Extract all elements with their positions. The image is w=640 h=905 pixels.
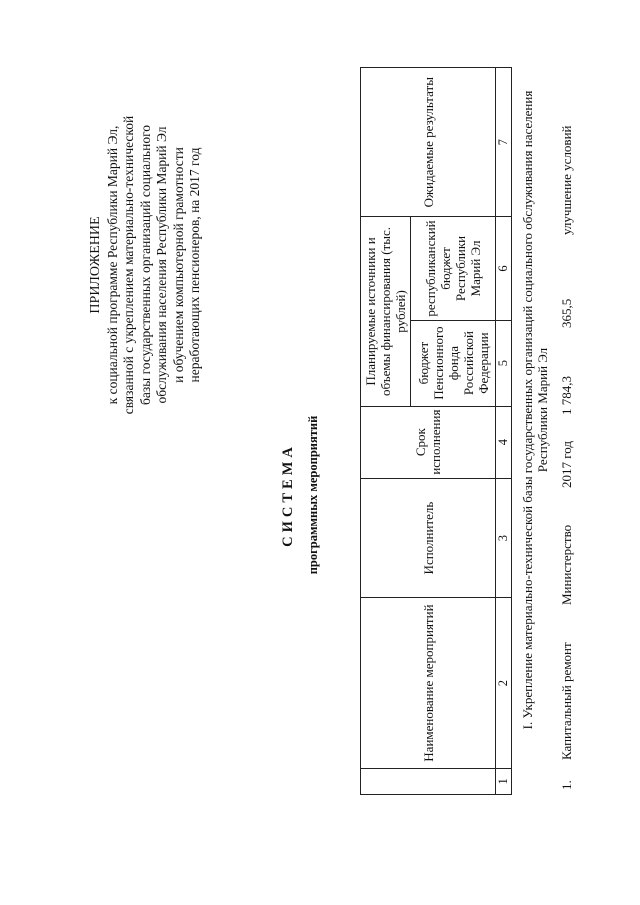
column-number: 5 (496, 320, 512, 406)
appendix-line: обслуживания населения Республики Марий Эл (154, 126, 169, 404)
appendix-line: базы государственных организаций социального (137, 124, 153, 406)
section-heading-line: Республики Марий Эл (535, 347, 550, 473)
row-term: 2017 год (559, 441, 574, 488)
header-cell-results: Ожидаемые результаты (361, 68, 496, 217)
header-cell-name: Наименование мероприятий (361, 598, 496, 768)
header-cell-index (361, 768, 496, 794)
program-table (360, 67, 512, 795)
column-number: 6 (496, 217, 512, 320)
appendix-line: к социальной программе Республики Марий Эл, (104, 125, 120, 405)
row-number: 1. (559, 780, 574, 790)
header-cell-republic-budget: республиканский бюджет Республики Марий Эл (411, 217, 496, 320)
section-heading-line: I. Укрепление материально-технической базы государственных организаций социального обслуживания населения (520, 90, 535, 730)
row-results: улучшение условий (559, 125, 574, 235)
column-number: 3 (496, 478, 512, 598)
appendix-title: ПРИЛОЖЕНИЕ (88, 216, 103, 314)
header-cell-pension-fund: бюджет Пенсионного фонда Российской Федерации (411, 320, 496, 406)
document-title: СИСТЕМА (280, 443, 296, 547)
appendix-block (88, 55, 204, 475)
header-cell-term: Срок исполнения (361, 406, 496, 478)
header-cell-executor: Исполнитель (361, 478, 496, 598)
appendix-line: и обучением компьютерной грамотности (170, 147, 186, 383)
column-number: 1 (496, 768, 512, 794)
row-name: Капитальный ремонт (559, 642, 574, 760)
table-header-row (361, 68, 411, 795)
column-number: 4 (496, 406, 512, 478)
table-number-row (496, 68, 512, 795)
section-heading (520, 30, 550, 790)
row-republic-budget: 365,5 (559, 298, 574, 328)
row-pension-fund: 1 784,3 (559, 376, 574, 415)
document-subtitle: программных мероприятий (306, 415, 320, 575)
appendix-line: связанной с укреплением материально-технической (121, 115, 136, 415)
column-number: 2 (496, 598, 512, 768)
header-cell-funding: Планируемые источники и объемы финансирования (тыс. рублей) (361, 217, 411, 406)
row-executor: Министерство (559, 524, 574, 605)
column-number: 7 (496, 68, 512, 217)
appendix-line: неработающих пенсионеров, на 2017 год (187, 147, 202, 383)
